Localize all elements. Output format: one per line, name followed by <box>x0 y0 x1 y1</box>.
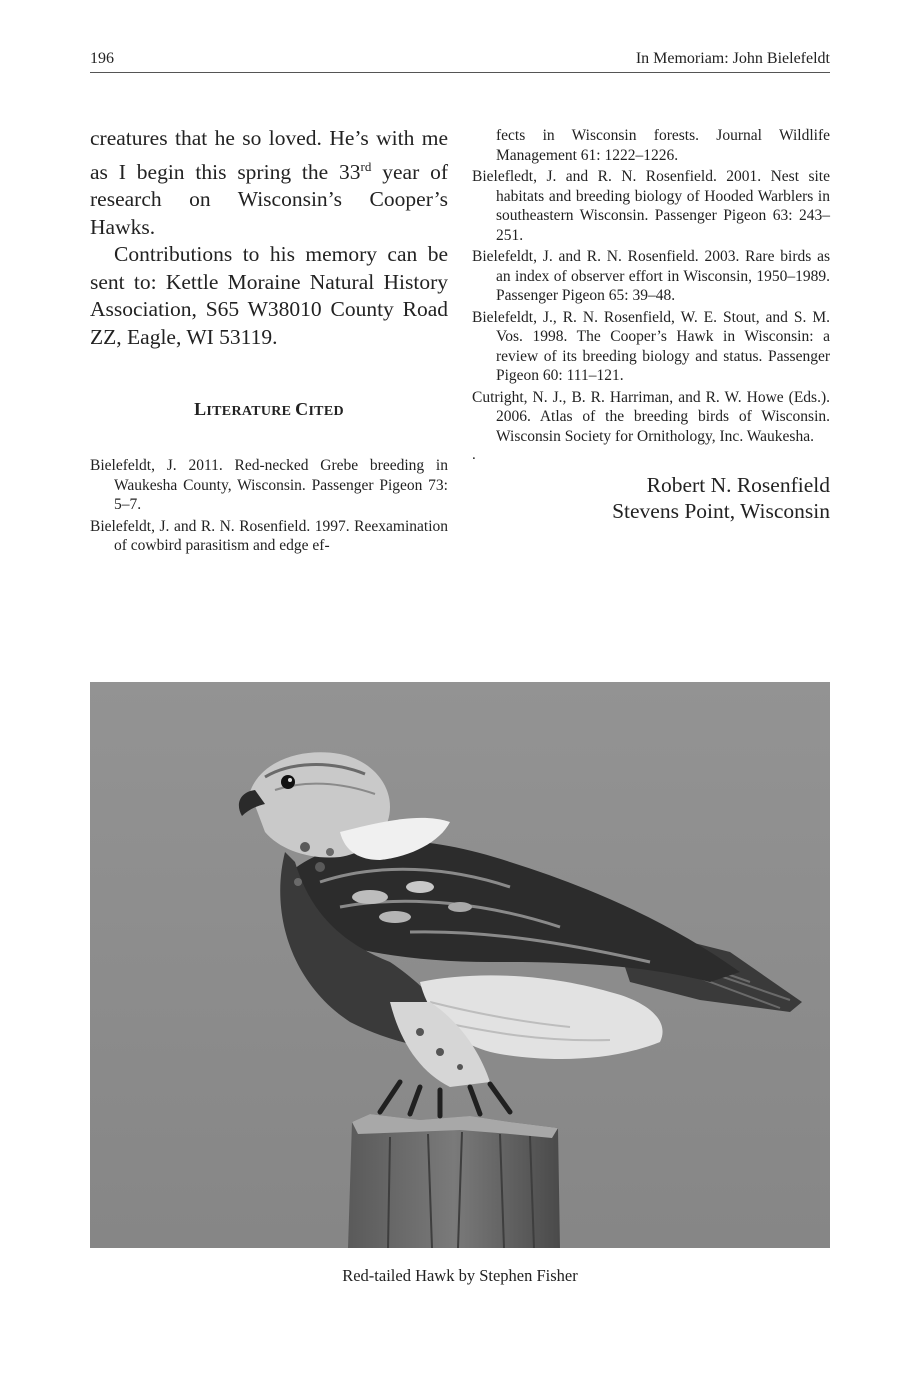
running-title: In Memoriam: John Bielefeldt <box>635 50 830 67</box>
reference-item: Cutright, N. J., B. R. Harriman, and R. W. Howe (Eds.). 2006. Atlas of the breeding birds of Wisconsin. Wisconsin Society for Ornithology, Inc. Waukesha. <box>472 388 830 445</box>
page-number: 196 <box>90 50 114 67</box>
author-name: Robert N. Rosenfield <box>646 473 830 497</box>
left-column <box>90 125 448 558</box>
photo-caption: Red-tailed Hawk by Stephen Fisher <box>342 1266 578 1285</box>
body-paragraph-1: creatures that he so loved. He’s with me as I begin this spring the 33rd year of research on Wisconsin’s Cooper’s Hawks. <box>90 126 449 239</box>
hawk-illustration <box>90 682 830 1248</box>
right-column <box>472 126 830 524</box>
author-location: Stevens Point, Wisconsin <box>612 499 830 523</box>
reference-item: Bielefledt, J. and R. N. Rosenfield. 2001. Nest site habitats and breeding biology of Hooded Warblers in southeastern Wisconsin. Passenger Pigeon 63: 243–251. <box>472 168 830 244</box>
reference-item: Bielefeldt, J. 2011. Red-necked Grebe breeding in Waukesha County, Wisconsin. Passenger Pigeon 73: 5–7. <box>90 457 448 514</box>
reference-item: Bielefeldt, J. and R. N. Rosenfield. 2003. Rare birds as an index of observer effort in Wisconsin, 1950–1989. Passenger Pigeon 65: 39–48. <box>472 248 830 304</box>
superscript-rd: rd <box>360 158 372 174</box>
body-paragraph-2: Contributions to his memory can be sent to: Kettle Moraine Natural History Association, S65 W38010 County Road ZZ, Eagle, WI 53119. <box>90 242 448 349</box>
author-signature <box>472 472 830 524</box>
running-header <box>90 48 830 73</box>
hawk-photo <box>90 682 830 1248</box>
reference-item: Bielefeldt, J. and R. N. Rosenfield. 1997. Reexamination of cowbird parasitism and edge ef- <box>90 517 448 555</box>
fence-post <box>348 1114 560 1248</box>
reference-item: Bielefeldt, J., R. N. Rosenfield, W. E. Stout, and S. M. Vos. 1998. The Cooper’s Hawk in Wisconsin: a review of its breeding biology and status. Passenger Pigeon 60: 111–121. <box>472 308 830 384</box>
stray-period: . <box>472 447 476 463</box>
section-heading-literature-cited: LITERATURE CITED <box>194 399 344 420</box>
reference-continuation: fects in Wisconsin forests. Journal Wildlife Management 61: 1222–1226. <box>496 127 830 164</box>
